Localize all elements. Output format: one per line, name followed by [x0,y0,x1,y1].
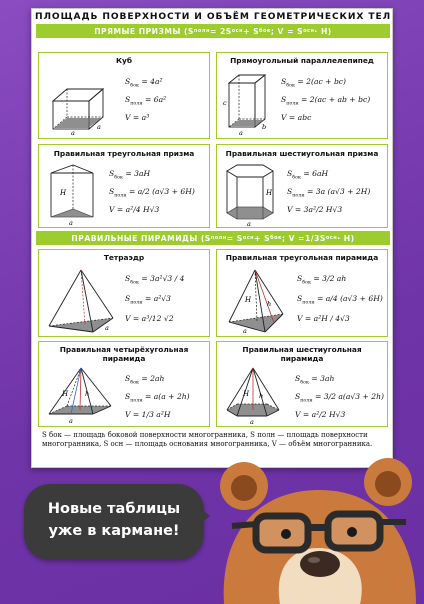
panel-triangular-prism [38,144,210,228]
quadpyr-label-a: a [69,417,73,425]
quadpyr-formula-volume: V = 1/3 a²H [125,410,171,419]
tripyr-formula-total: $S_{полн} = a/4$ (a√3 + 6H) [297,294,383,306]
tripyr-formula-volume: V = a²H / 4√3 [297,314,350,323]
panel-title-cube: Куб [115,56,133,65]
promo-line-1: Новые таблицы [47,501,181,517]
hexpyr-label-a: a [250,418,254,426]
cube-formula-side: $S_{бок} = 4a^2$ [125,77,163,89]
hexpyr-formula-side: $S_{бок} = 3ah$ [295,374,335,386]
panel-hexagonal-pyramid [216,341,388,427]
box-label-c: c [223,99,227,107]
bear-mascot-icon [210,452,424,604]
quadpyr-formula-side: $S_{бок} = 2ah$ [125,374,165,386]
hexprism-label-a: a [247,220,251,227]
quadrilateral-pyramid-figure [45,366,117,426]
pyramids-band: ПРАВИЛЬНЫЕ ПИРАМИДЫ (S полн = S осн + S бок ; V = 1/3 S осн · H) [36,231,390,245]
tetra-label-a: a [105,324,109,332]
panel-hexagonal-prism [216,144,388,228]
hexagonal-pyramid-figure [223,366,287,426]
poster-title: ПЛОЩАДЬ ПОВЕРХНОСТИ И ОБЪЁМ ГЕОМЕТРИЧЕСКИХ ТЕЛ [34,12,392,22]
cube-label-a2: a [97,123,101,131]
quadpyr-formula-total: $S_{полн} = a(a + 2h)$ [125,392,190,404]
triangular-pyramid-figure [225,266,289,336]
box-label-b: b [262,123,267,131]
tripyr-label-h: h [267,300,272,308]
panel-title-quadrilateral-pyramid: Правильная четырёхугольная пирамида [59,345,189,363]
cube-formula-volume: V = a³ [125,113,150,122]
panel-triangular-pyramid [216,249,388,337]
triprism-formula-volume: V = a²/4 H√3 [109,205,160,214]
prisms-band: ПРЯМЫЕ ПРИЗМЫ (S полн = 2S осн + S бок ; V = S осн · H) [36,24,390,38]
hexpyr-formula-volume: V = a²/2 H√3 [295,410,346,419]
hexprism-formula-volume: V = 3a²/2 H√3 [287,205,343,214]
tripyr-formula-side: $S_{бок} = 3/2$ ah [297,274,347,286]
hexprism-formula-total: $S_{полн} = 3a$ (a√3 + 2H) [287,187,371,199]
panel-cube [38,52,210,139]
hexagonal-prism-figure [223,161,281,227]
tetra-formula-side: $S_{бок} = 3a^2√3 / 4$ [125,274,185,286]
quadpyr-label-H: H [62,390,69,398]
cube-figure [45,73,115,135]
box-formula-volume: V = abc [281,113,312,122]
box-figure [223,69,273,137]
triprism-label-h: H [60,189,67,197]
promo-line-2: уже в кармане! [48,523,180,539]
triangular-prism-figure [47,161,103,227]
hexprism-formula-side: $S_{бок} = 6aH$ [287,169,329,181]
hexpyr-label-h: h [259,392,264,400]
triprism-label-a: a [69,219,73,227]
triprism-formula-side: $S_{бок} = 3aH$ [109,169,151,181]
panel-quadrilateral-pyramid [38,341,210,427]
panel-title-box: Прямоугольный параллелепипед [230,56,374,65]
tetra-formula-total: $S_{полн} = a^2√3$ [125,294,171,306]
box-formula-total: $S_{полн} = 2(ac$ + ab + bc) [281,95,371,107]
quadpyr-label-h: h [85,390,90,398]
tetra-formula-volume: V = a³/12 √2 [125,314,174,323]
hexprism-label-h: H [266,189,273,197]
triprism-formula-total: $S_{полн} = a/2$ (a√3 + 6H) [109,187,195,199]
cube-label-a: a [71,129,75,135]
box-formula-side: $S_{бок} = 2(ac + bc)$ [281,77,347,89]
panel-title-triangular-pyramid: Правильная треугольная пирамида [225,253,379,262]
hexpyr-formula-total: $S_{полн} = 3/2$ a(a√3 + 2h) [295,392,384,404]
tripyr-label-a: a [243,327,247,335]
tripyr-label-H: H [245,296,252,304]
panel-box [216,52,388,139]
legend-text: S бок — площадь боковой поверхности многогранника, S полн — площадь поверхности многогранника, S осн — площадь основания многогранника, V — объём многогранника. [42,431,373,448]
panel-title-hexagonal-pyramid: Правильная шестиугольная пирамида [242,345,362,363]
panel-tetrahedron [38,249,210,337]
box-label-a: a [239,129,243,137]
promo-text [24,498,204,542]
panel-title-tetrahedron: Тетраэдр [103,253,145,262]
panel-title-hexagonal-prism: Правильная шестиугольная призма [225,149,379,158]
hexpyr-label-H: H [243,390,250,398]
panel-title-triangular-prism: Правильная треугольная призма [53,149,195,158]
formula-poster [31,8,393,468]
tetrahedron-figure [45,266,119,336]
cube-formula-total: $S_{полн} = 6a^2$ [125,95,167,107]
